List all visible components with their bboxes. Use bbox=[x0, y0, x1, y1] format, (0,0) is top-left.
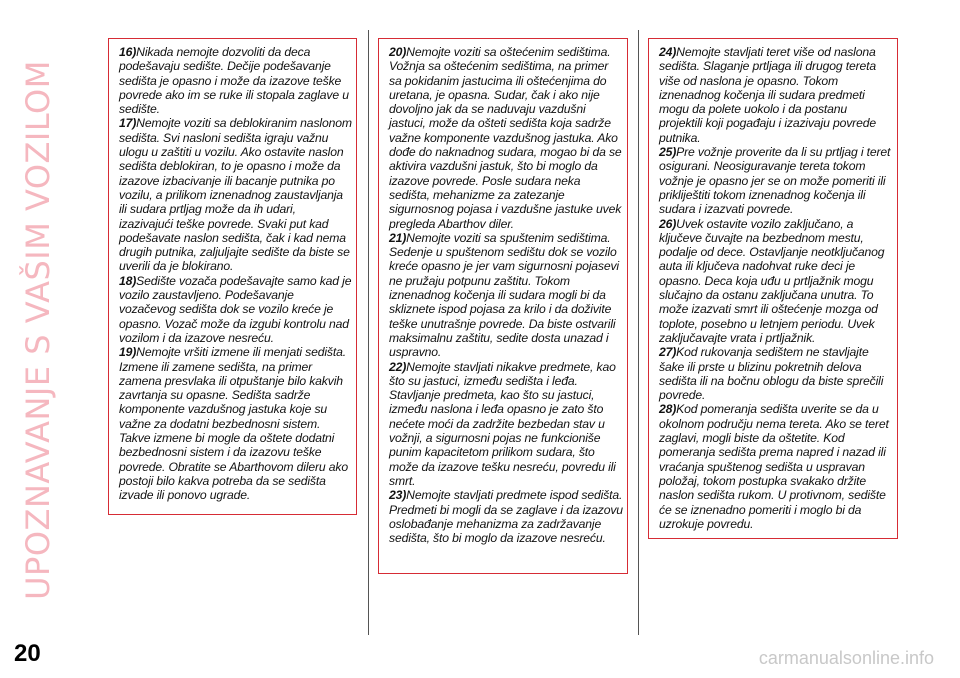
note-text: Nemojte stavljati predmete ispod sedišta. Predmeti bi mogli da se zaglave i da izazovu oslobađanje mehanizma za zadržavanje sedišta, što bi moglo da izazove nesreću. bbox=[389, 488, 623, 546]
note-text: Pre vožnje proverite da li su prtljag i teret osigurani. Neosiguravanje tereta tokom vožnje je opasno jer se on može pomeriti ili prikliještiti tokom iznenadnog kočenja ili sudara i izazvati povrede. bbox=[659, 145, 891, 217]
note-number: 18) bbox=[119, 273, 137, 288]
note-number: 25) bbox=[659, 145, 677, 160]
note-text: Nikada nemojte dozvoliti da deca podešavaju sedište. Dečije podešavanje sedišta je opasno i može da izazove teške povrede ako im se ruke ili stopala zaglave u sedište. bbox=[119, 45, 349, 117]
warning-note bbox=[119, 116, 352, 273]
watermark-text: carmanualsonline.info bbox=[758, 648, 934, 668]
section-side-title: UPOZNAVANJE S VAŠIM VOZILOM bbox=[19, 60, 57, 600]
warning-note bbox=[389, 231, 623, 360]
note-text: Nemojte vršiti izmene ili menjati sedišta. Izmene ili zamene sedišta, na primer zamena presvlaka ili otpuštanje bilo kakvih zavrtanja su opasne. Sedišta sadrže komponente vazdušnog jastuka koje su važne za dodatni bezbednosni sistem. Takve izmene bi mogle da oštete dodatni bezbednosni sistem i da izazovu teške povrede. Obratite se Abarthovom dileru ako postoji bilo kakva potreba da se sedišta izvade ili ponovo ugrade. bbox=[119, 345, 348, 503]
warning-note bbox=[119, 45, 352, 116]
warning-note bbox=[389, 360, 623, 489]
warning-note bbox=[389, 488, 623, 545]
note-text: Nemojte stavljati nikakve predmete, kao što su jastuci, između sedišta i leđa. Stavljanje predmeta, kao što su jastuci, između naslona i leđa opasno je zato što nećete moći da zadržite bezbedan stav u vožnji, a sigurnosni pojas ne funkcioniše punim kapacitetom prilikom sudara, što može da izazove tešku nesreću, povredu ili smrt. bbox=[389, 359, 616, 488]
note-number: 28) bbox=[659, 402, 677, 417]
warning-note bbox=[659, 345, 893, 402]
note-number: 21) bbox=[389, 230, 407, 245]
warning-note bbox=[389, 45, 623, 231]
note-text: Kod rukovanja sedištem ne stavljajte šake ili prste u blizinu pokretnih delova sedišta ili na bočnu oblogu da biste sprečili povrede. bbox=[659, 345, 884, 403]
note-number: 20) bbox=[389, 45, 407, 59]
warning-note bbox=[659, 45, 893, 145]
warning-box-column-3 bbox=[648, 38, 898, 539]
page-number: 20 bbox=[14, 640, 41, 667]
note-number: 26) bbox=[659, 216, 677, 231]
note-text: Nemojte voziti sa spuštenim sedištima. Sedenje u spuštenom sedištu dok se vozilo kreće opasno je jer vam sigurnosni pojasevi ne pružaju potpunu zaštitu. Tokom iznenadnog kočenja ili sudara mogli bi da skliznete ispod pojasa za krilo i da doživite teške unutrašnje povrede. Da biste ostvarili maksimalnu zaštitu, sedite dosta unazad i uspravno. bbox=[389, 230, 619, 360]
warning-note bbox=[659, 402, 893, 531]
column-divider-left bbox=[368, 30, 369, 635]
warning-note bbox=[119, 274, 352, 345]
note-text: Sedište vozača podešavajte samo kad je vozilo zaustavljeno. Podešavanje vozačevog sedišta dok se vozilo kreće je opasno. Vozač može da izgubi kontrolu nad vozilom i da izazove nesreću. bbox=[119, 273, 352, 345]
note-text: Kod pomeranja sedišta uverite se da u okolnom području nema tereta. Ako se teret zaglavi, mogli biste da oštetite. Kod pomeranja sedišta prema napred i nazad ili vraćanja spuštenog sedišta u uspravan položaj, tokom postupka svakako držite naslon sedišta rukom. U protivnom, sedište će se iznenadno pomeriti i moglo bi da uzrokuje povredu. bbox=[659, 402, 889, 531]
note-number: 24) bbox=[659, 45, 677, 59]
note-number: 16) bbox=[119, 45, 137, 59]
note-number: 23) bbox=[389, 488, 407, 503]
note-number: 22) bbox=[389, 359, 407, 374]
warning-box-column-1 bbox=[108, 38, 357, 515]
note-number: 17) bbox=[119, 116, 137, 131]
note-text: Nemojte voziti sa oštećenim sedištima. Vožnja sa oštećenim sedištima, na primer sa pokidanim jastucima ili oštećenjima do uretana, je opasna. Sudar, čak i ako nije dovoljno jak da se naduvaju vazdušni jastuci, može da ošteti sedišta koja sadrže važne komponente vazdušnog jastuka. Ako dođe do naknadnog sudara, mogao bi da se aktivira vazdušni jastuk, što bi moglo da izazove povrede. Posle sudara neka sedišta, mehanizme za zatezanje sigurnosnog pojasa i vazdušne jastuke uvek pregleda Abarthov diler. bbox=[389, 45, 622, 231]
warning-note bbox=[659, 145, 893, 216]
warning-note bbox=[659, 217, 893, 346]
warning-box-column-2 bbox=[378, 38, 628, 574]
warning-note bbox=[119, 345, 352, 502]
note-text: Nemojte stavljati teret više od naslona sedišta. Slaganje prtljaga ili drugog tereta više od naslona je opasno. Tokom iznenadnog kočenja ili sudara predmeti mogu da polete uokolo i da postanu projektili koji pogađaju i izazivaju povrede putnika. bbox=[659, 45, 876, 145]
note-text: Nemojte voziti sa deblokiranim naslonom sedišta. Svi nasloni sedišta igraju važnu ulogu u zaštiti u vozilu. Ako ostavite naslon sedišta deblokiran, to je opasno i može da izazove izbacivanje ili bacanje putnika po vozilu, a prilikom iznenadnog zaustavljanja ili sudara prtljag može da ih udari, izazivajući teške povrede. Svaki put kad podešavate naslon sedišta, čak i kad nema drugih putnika, zaljuljajte sedište da biste se uverili da je blokirano. bbox=[119, 116, 352, 274]
note-number: 19) bbox=[119, 345, 137, 360]
note-number: 27) bbox=[659, 345, 677, 360]
column-divider-right bbox=[638, 30, 639, 635]
note-text: Uvek ostavite vozilo zaključano, a ključeve čuvajte na bezbednom mestu, podalje od dece. Ostavljanje neotključanog auta ili ključeva nadohvat ruke deci je opasno. Deca koja uđu u prtljažnik mogu slučajno da ostanu zaključana unutra. To može izazvati smrt ili oštećenje mozga od toplote, posebno u letnjem periodu. Uvek zaključavajte vrata i prtljažnik. bbox=[659, 216, 885, 345]
